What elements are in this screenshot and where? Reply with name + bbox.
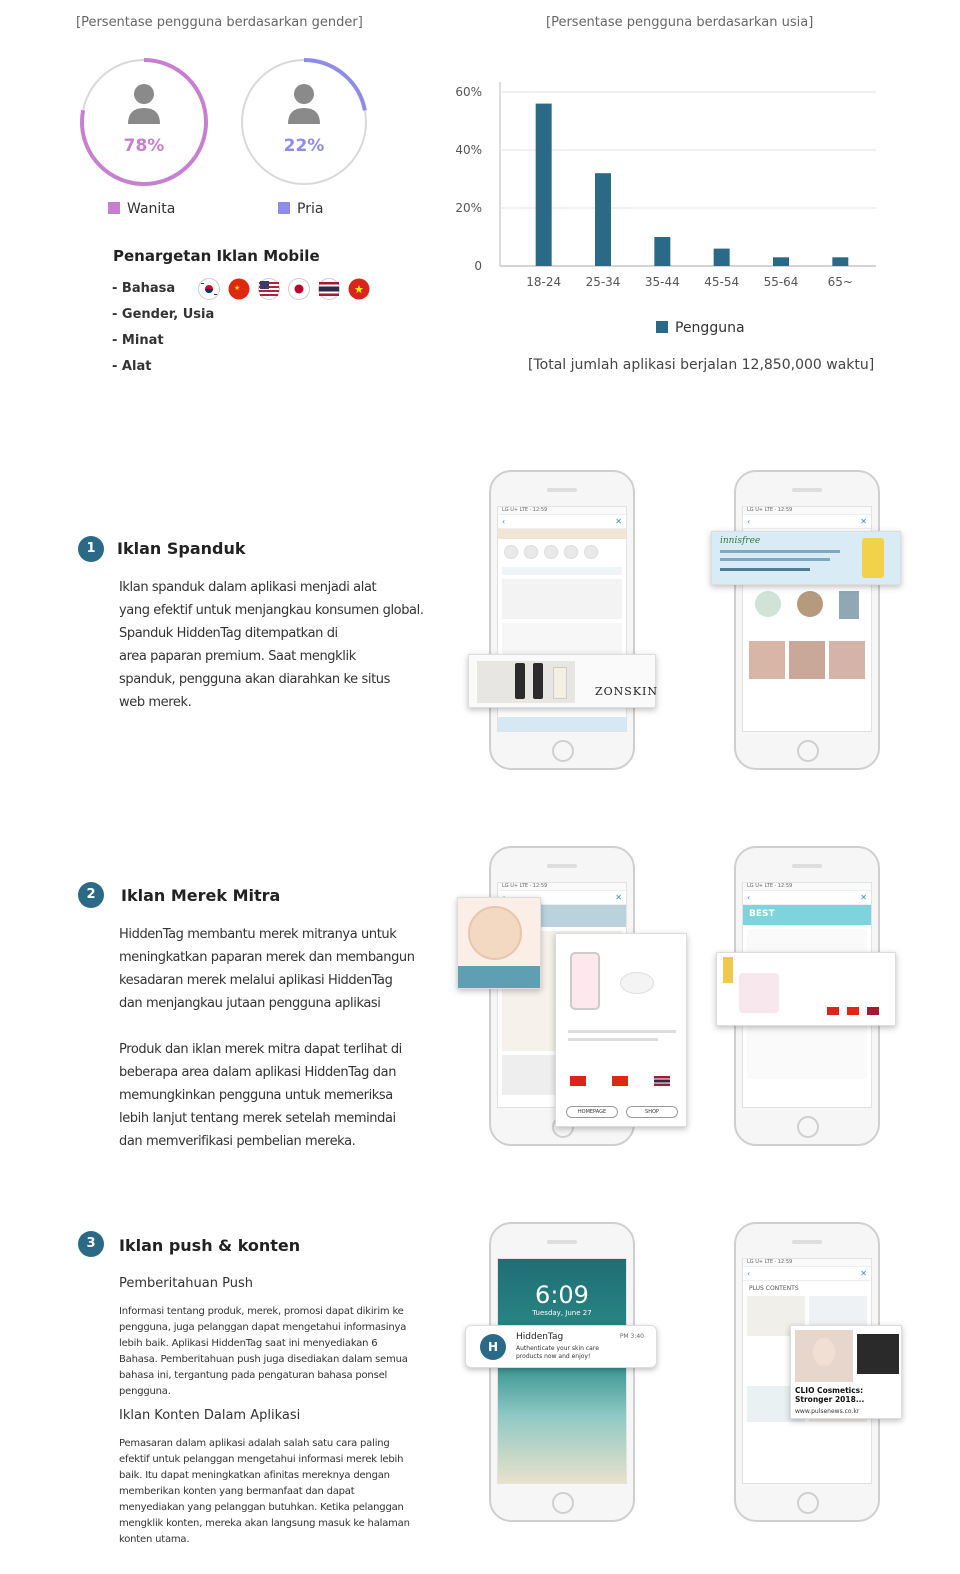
section-title: Iklan Merek Mitra [121, 886, 281, 905]
section-number: 2 [78, 882, 104, 908]
legend-swatch [278, 202, 290, 214]
plus-contents-label: PLUS CONTENTS [749, 1285, 799, 1292]
section-number: 3 [78, 1231, 104, 1257]
user-icon [288, 84, 320, 124]
home-button [552, 1492, 574, 1514]
partner-product-card [457, 897, 541, 989]
section-body: HiddenTag membantu merek mitranya untuk meningkatkan paparan merek dan membangun kesadaran merek melalui aplikasi HiddenTag dan menjangkau jutaan pengguna aplikasi [119, 927, 415, 1011]
x-tick-label: 45-54 [704, 275, 740, 289]
home-button [797, 740, 819, 762]
phone-mockup: LG U+ LTE · 12:59 ✕ [489, 846, 635, 1146]
clio-url: www.pulsenews.co.kr [795, 1408, 860, 1415]
phone-mockup [489, 1222, 635, 1522]
bar-18-24 [536, 104, 552, 266]
home-button [797, 1492, 819, 1514]
x-tick-label: 18-24 [526, 275, 562, 289]
section-title: Iklan Spanduk [117, 539, 246, 558]
bar-25-34 [595, 173, 611, 266]
content-subtitle: Iklan Konten Dalam Aplikasi [119, 1408, 301, 1423]
china-flag-icon [229, 279, 250, 300]
push-subtitle: Pemberitahuan Push [119, 1276, 253, 1291]
targeting-item: - Bahasa [112, 281, 176, 296]
targeting-item: - Minat [112, 333, 164, 348]
targeting-title: Penargetan Iklan Mobile [113, 247, 320, 265]
push-notification[interactable] [465, 1325, 657, 1368]
targeting-item: - Gender, Usia [112, 307, 215, 322]
x-tick-label: 25-34 [585, 275, 621, 289]
content-body: Pemasaran dalam aplikasi adalah salah satu cara paling efektif untuk pelanggan mengetahui informasi merek lebih baik. Itu dapat meningkatkan afinitas mereknya dengan memberikan konten yang bermanfaat dan dapat menyediakan yang pelanggan butuhkan. Ketika pelanggan mengklik konten, mereka akan langsung masuk ke halaman konten utama. [119, 1438, 410, 1545]
legend-swatch [108, 202, 120, 214]
phone-mockup: LG U+ LTE · 12:59 ‹ ✕ [489, 470, 635, 770]
phone-mockup: LG U+ LTE · 12:59 ‹ ✕ BEST [734, 846, 880, 1146]
chart-legend: Pengguna [656, 320, 745, 336]
content-ad-card[interactable] [790, 1325, 902, 1419]
banner-ad-card [711, 531, 901, 585]
male-donut [240, 58, 368, 190]
x-tick-label: 35-44 [644, 275, 680, 289]
section-number: 1 [78, 536, 104, 562]
push-body: Informasi tentang produk, merek, promosi dapat dikirim ke pengguna, juga pelanggan dapat mengetahui informasinya lebih baik. Aplikasi HiddenTag saat ini menyediakan 6 Bahasa. Pemberitahuan push juga disediakan dalam semua bahasa ini, tergantung pada pengaturan bahasa ponsel pengguna. [119, 1306, 408, 1397]
section-body: Iklan spanduk dalam aplikasi menjadi alat yang efektif untuk menjangkau konsumen global. Spanduk HiddenTag ditempatkan di area paparan premium. Saat mengklik spanduk, pengguna akan diarahkan ke situs web merek. [119, 580, 424, 710]
female-percent: 78% [123, 136, 165, 156]
bar-45-54 [714, 249, 730, 266]
phone-mockup: LG U+ LTE · 12:59 ‹ ✕ [734, 470, 880, 770]
banner-ad-card [468, 654, 659, 708]
thailand-flag-icon [319, 279, 340, 300]
bar-65~ [832, 257, 848, 266]
notification-app-name: HiddenTag [516, 1332, 564, 1342]
svg-text:★: ★ [234, 284, 241, 292]
brand-ranking-card [716, 952, 896, 1026]
language-flags [198, 277, 378, 301]
age-caption: [Persentase pengguna berdasarkan usia] [546, 15, 814, 30]
close-icon: ✕ [615, 517, 622, 526]
lock-time: 6:09 [535, 1281, 589, 1309]
age-bar-chart [440, 76, 890, 306]
legend-swatch [656, 321, 668, 333]
user-icon [128, 84, 160, 124]
x-tick-label: 55-64 [763, 275, 799, 289]
chart-note: [Total jumlah aplikasi berjalan 12,850,000 waktu] [528, 357, 875, 373]
close-icon: ✕ [860, 517, 867, 526]
back-icon: ‹ [747, 1269, 751, 1278]
female-donut [80, 58, 208, 190]
male-percent: 22% [283, 136, 325, 156]
notification-text: Authenticate your skin care products now and enjoy! [516, 1345, 599, 1360]
chart-svg [440, 76, 890, 306]
close-icon: ✕ [615, 893, 622, 902]
vietnam-flag-icon [349, 279, 370, 300]
lock-date: Tuesday, June 27 [532, 1309, 592, 1317]
gender-caption: [Persentase pengguna berdasarkan gender] [76, 15, 363, 30]
y-tick-label: 0 [474, 259, 482, 273]
y-tick-label: 20% [455, 201, 482, 215]
shop-button[interactable]: SHOP [626, 1106, 678, 1118]
zonskin-logo: ZONSKIN [595, 685, 659, 698]
back-icon: ‹ [502, 517, 506, 526]
y-tick-label: 40% [455, 143, 482, 157]
close-icon: ✕ [860, 893, 867, 902]
close-icon: ✕ [860, 1269, 867, 1278]
bar-35-44 [654, 237, 670, 266]
japan-flag-icon [289, 279, 310, 300]
innisfree-logo: innisfree [720, 536, 761, 546]
homepage-button[interactable]: HOMEPAGE [566, 1106, 618, 1118]
y-tick-label: 60% [455, 85, 482, 99]
home-button [552, 740, 574, 762]
usa-flag-icon [259, 279, 280, 300]
bar-55-64 [773, 257, 789, 266]
male-legend: Pria [278, 201, 323, 217]
female-legend: Wanita [108, 201, 175, 217]
clio-headline: CLIO Cosmetics: Stronger 2018... [795, 1386, 865, 1404]
partner-product-card [555, 933, 687, 1127]
phone-mockup: LG U+ LTE · 12:59 ‹ ✕ PLUS CONTENTS [734, 1222, 880, 1522]
home-button [797, 1116, 819, 1138]
back-icon: ‹ [747, 517, 751, 526]
svg-text:★: ★ [354, 283, 364, 296]
korea-flag-icon [199, 279, 220, 300]
section-title: Iklan push & konten [119, 1236, 301, 1255]
back-icon: ‹ [747, 893, 751, 902]
notification-time: PM 3:40 [619, 1333, 644, 1340]
targeting-item: - Alat [112, 359, 152, 374]
best-banner: BEST [743, 905, 871, 925]
hiddentag-app-icon: H [480, 1334, 506, 1360]
x-tick-label: 65~ [827, 275, 853, 289]
section-body: Produk dan iklan merek mitra dapat terlihat di beberapa area dalam aplikasi HiddenTag dan memungkinkan pengguna untuk memeriksa lebih lanjut tentang merek setelah memindai dan memverifikasi pembelian mereka. [119, 1042, 402, 1149]
